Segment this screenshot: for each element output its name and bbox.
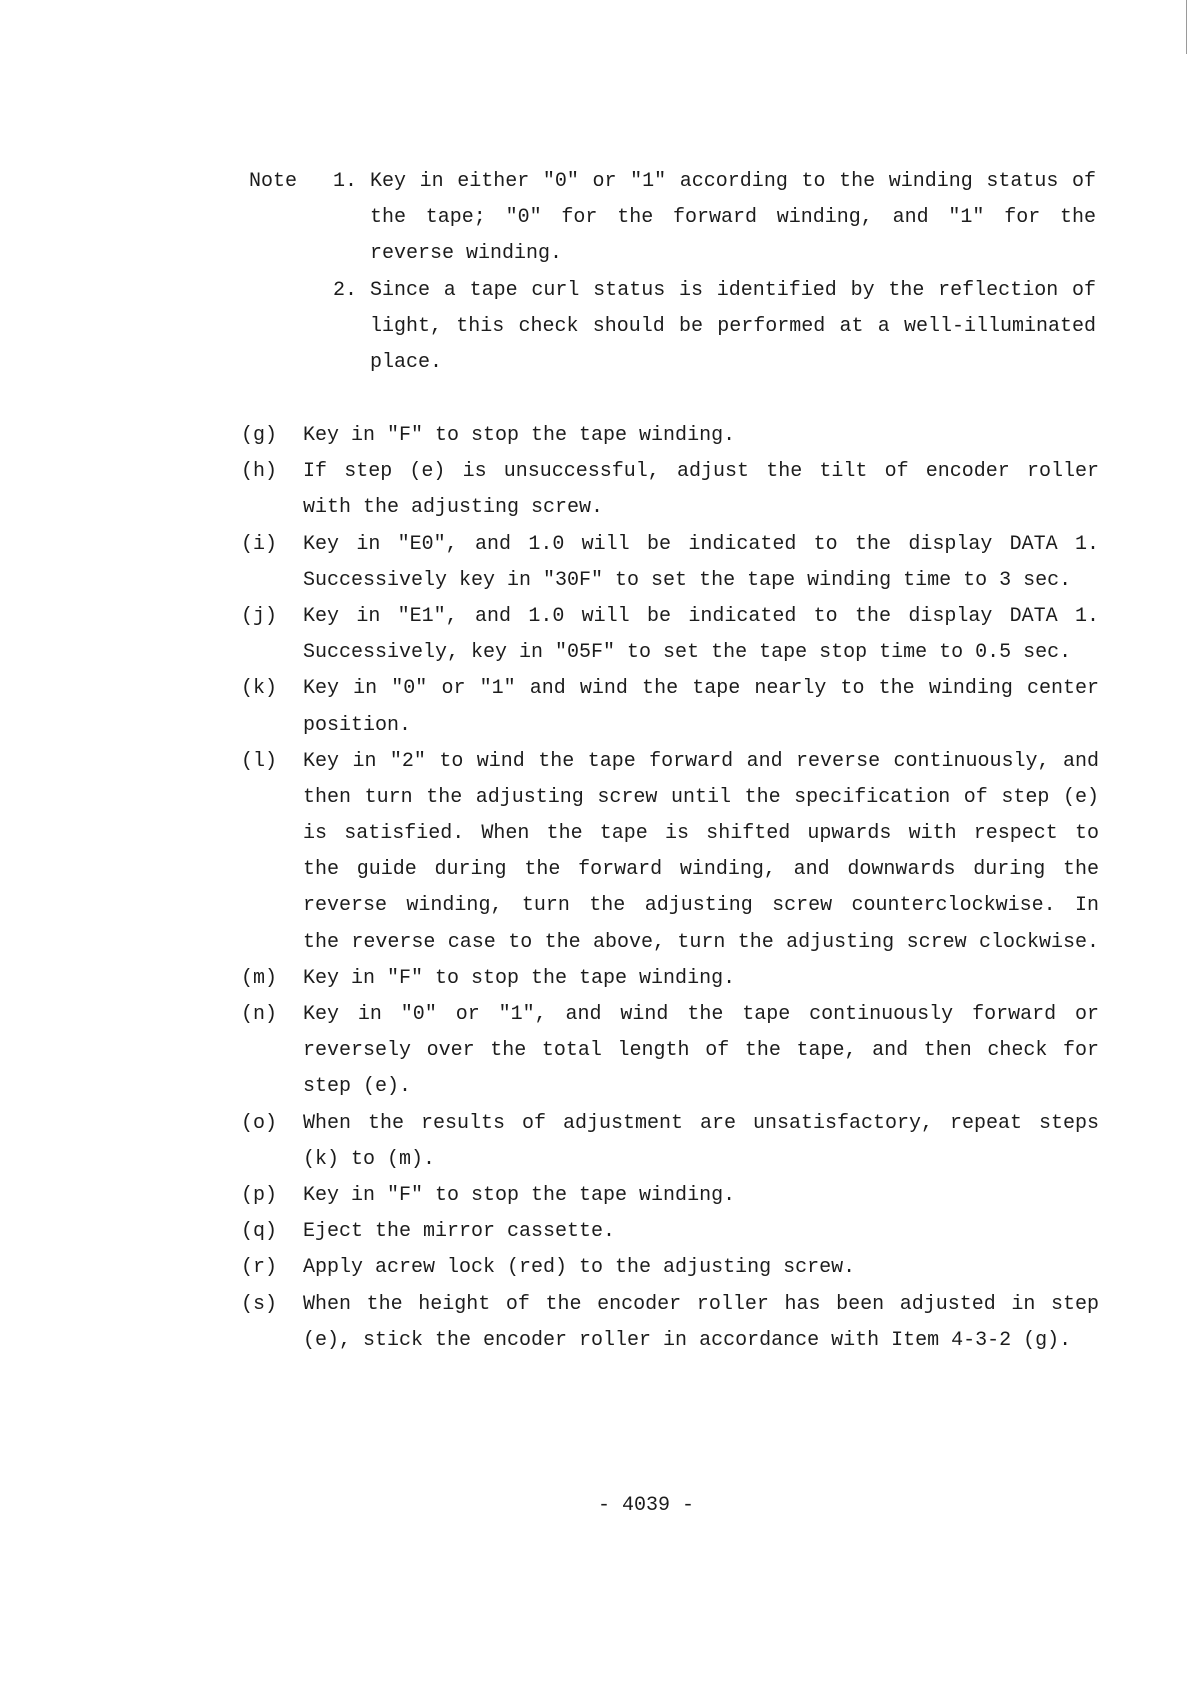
step-text [303, 744, 1099, 961]
note-item [249, 273, 1099, 382]
step-line: Key in "E0", and 1.0 will be indicated to the display DATA 1. [303, 532, 1099, 556]
step-r [241, 1250, 1101, 1286]
step-line: the reverse case to the above, turn the adjusting screw clockwise. [303, 930, 1099, 954]
step-label: (g) [241, 424, 278, 447]
step-k [241, 671, 1101, 743]
step-h [241, 454, 1101, 526]
step-label: (r) [241, 1256, 278, 1280]
step-label: (p) [241, 1183, 278, 1207]
step-i [241, 527, 1101, 599]
step-text [303, 1106, 1099, 1178]
step-text [303, 1214, 1099, 1250]
step-line: Key in "0" or "1" and wind the tape nearly to the winding center [303, 677, 1099, 701]
step-line: reversely over the total length of the tape, and then check for [303, 1039, 1099, 1063]
step-line: (k) to (m). [303, 1147, 436, 1171]
step-line: with the adjusting screw. [303, 496, 604, 520]
step-line: If step (e) is unsuccessful, adjust the tilt of encoder roller [303, 460, 1099, 484]
note-text [370, 164, 1096, 273]
note-line: Key in either "0" or "1" according to the winding status of [370, 170, 1096, 193]
step-line: Successively, key in "05F" to set the tape stop time to 0.5 sec. [303, 641, 1072, 665]
step-line: position. [303, 713, 412, 737]
note-line: place. [370, 350, 443, 374]
step-o [241, 1106, 1101, 1178]
note-line: the tape; "0" for the forward winding, and "1" for the [370, 206, 1096, 230]
step-line: is satisfied. When the tape is shifted upwards with respect to [303, 822, 1099, 846]
step-text [303, 454, 1099, 526]
step-line: Key in "2" to wind the tape forward and reverse continuously, and [303, 749, 1099, 773]
note-number: 1. [333, 170, 358, 193]
step-text [303, 997, 1099, 1106]
step-line: Key in "F" to stop the tape winding. [303, 1183, 736, 1207]
step-label: (i) [241, 532, 278, 556]
step-line: Successively key in "30F" to set the tape winding time to 3 sec. [303, 568, 1072, 592]
step-text [303, 961, 1099, 997]
note-label: Note [249, 170, 298, 193]
step-n [241, 997, 1101, 1106]
procedure-steps [241, 418, 1101, 1359]
step-line: Key in "F" to stop the tape winding. [303, 966, 736, 990]
step-s [241, 1287, 1101, 1359]
note-section [249, 164, 1099, 381]
step-q [241, 1214, 1101, 1250]
step-line: reverse winding, turn the adjusting screw counterclockwise. In [303, 894, 1099, 918]
step-g [241, 418, 1101, 454]
step-text [303, 671, 1099, 743]
step-label: (j) [241, 604, 278, 628]
note-line: Since a tape curl status is identified by the reflection of [370, 278, 1096, 302]
step-label: (n) [241, 1003, 278, 1026]
note-line: light, this check should be performed at a well-illuminated [370, 314, 1096, 338]
step-line: step (e). [303, 1075, 412, 1099]
step-label: (q) [241, 1220, 278, 1244]
note-line: reverse winding. [370, 242, 563, 266]
step-label: (l) [241, 749, 278, 773]
step-label: (o) [241, 1111, 278, 1135]
step-line: Key in "0" or "1", and wind the tape continuously forward or [303, 1003, 1099, 1026]
step-text [303, 527, 1099, 599]
step-line: When the height of the encoder roller has been adjusted in step [303, 1292, 1099, 1316]
step-text [303, 1287, 1099, 1359]
step-line: Eject the mirror cassette. [303, 1220, 616, 1244]
step-text [303, 1178, 1099, 1214]
step-label: (s) [241, 1292, 278, 1316]
note-number: 2. [333, 278, 358, 302]
step-line: Key in "F" to stop the tape winding. [303, 424, 736, 447]
step-line: the guide during the forward winding, and downwards during the [303, 858, 1099, 882]
step-text [303, 418, 1099, 454]
step-line: (e), stick the encoder roller in accordance with Item 4-3-2 (g). [303, 1328, 1072, 1352]
step-line: Apply acrew lock (red) to the adjusting screw. [303, 1256, 856, 1280]
step-label: (m) [241, 966, 278, 990]
step-p [241, 1178, 1101, 1214]
step-label: (h) [241, 460, 278, 484]
step-l [241, 744, 1101, 961]
note-text [370, 273, 1096, 382]
step-text [303, 1250, 1099, 1286]
page-number: - 4039 - [598, 1494, 695, 1517]
step-line: When the results of adjustment are unsatisfactory, repeat steps [303, 1111, 1099, 1135]
step-j [241, 599, 1101, 671]
note-item [249, 164, 1099, 273]
step-line: Key in "E1", and 1.0 will be indicated to the display DATA 1. [303, 604, 1099, 628]
scan-edge-mark [1186, 0, 1187, 54]
step-label: (k) [241, 677, 278, 701]
step-text [303, 599, 1099, 671]
step-m [241, 961, 1101, 997]
step-line: then turn the adjusting screw until the specification of step (e) [303, 785, 1099, 809]
